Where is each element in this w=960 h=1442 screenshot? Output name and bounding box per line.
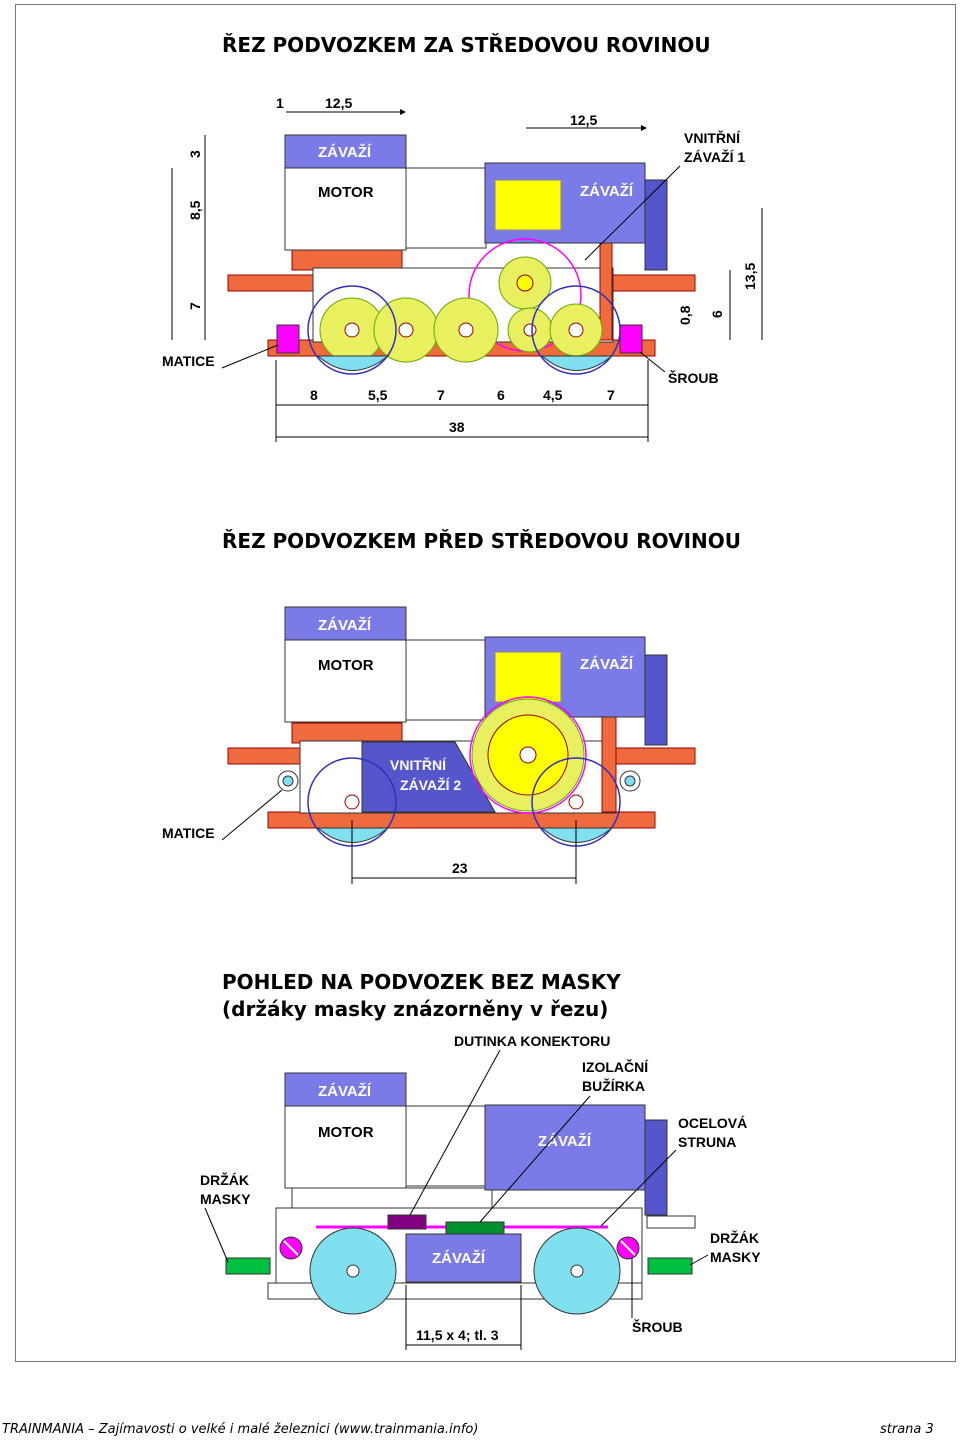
motor-mount bbox=[292, 250, 402, 270]
gear-hub bbox=[345, 323, 359, 337]
weight-right-label: ZÁVAŽÍ bbox=[580, 656, 634, 673]
axle bbox=[347, 1265, 359, 1277]
holder-left-label-2: MASKY bbox=[200, 1191, 251, 1207]
motor-block bbox=[285, 1106, 406, 1188]
motor-label: MOTOR bbox=[318, 184, 374, 201]
axle bbox=[569, 795, 583, 809]
motor-shaft-housing bbox=[406, 640, 486, 720]
motor-base bbox=[292, 1188, 492, 1208]
weight-bottom-label: ZÁVAŽÍ bbox=[432, 1250, 486, 1267]
weight-right-label: ZÁVAŽÍ bbox=[538, 1133, 592, 1150]
section-2 bbox=[162, 529, 741, 884]
section-1-title: ŘEZ PODVOZKEM ZA STŘEDOVOU ROVINOU bbox=[222, 33, 711, 57]
dim-bottom: 8 bbox=[310, 387, 318, 403]
wheel-bottom bbox=[542, 828, 612, 843]
weight-label: ZÁVAŽÍ bbox=[318, 144, 372, 161]
holder-right-label-2: MASKY bbox=[710, 1249, 761, 1265]
frame-post bbox=[602, 712, 616, 812]
weight-label: ZÁVAŽÍ bbox=[318, 1083, 372, 1100]
frame-base bbox=[268, 812, 655, 828]
dim-right: 6 bbox=[709, 310, 725, 318]
gear-hub bbox=[524, 324, 536, 336]
screw-label: ŠROUB bbox=[668, 370, 719, 386]
motor-mount bbox=[292, 723, 402, 743]
motor-shaft-housing bbox=[406, 168, 486, 248]
nut-core bbox=[625, 776, 635, 786]
inner-weight-label-1: VNITŘNÍ bbox=[390, 757, 446, 773]
dim-bottom: 6 bbox=[497, 387, 505, 403]
nut-label: MATICE bbox=[162, 353, 215, 369]
wheel-bottom bbox=[318, 828, 388, 843]
section-3-subtitle: (držáky masky znázorněny v řezu) bbox=[222, 997, 609, 1021]
dim-top: 12,5 bbox=[570, 112, 598, 128]
footer-page: strana 3 bbox=[880, 1422, 934, 1437]
nut-core bbox=[283, 776, 293, 786]
gear-hub bbox=[517, 275, 533, 291]
insulation-tube bbox=[446, 1222, 504, 1234]
nut-label: MATICE bbox=[162, 825, 215, 841]
motor-label: MOTOR bbox=[318, 1124, 374, 1141]
motor-label: MOTOR bbox=[318, 657, 374, 674]
nut bbox=[277, 325, 299, 353]
worm-gear bbox=[495, 180, 561, 230]
wheel-bottom bbox=[318, 356, 388, 371]
weight-right-label: ZÁVAŽÍ bbox=[580, 183, 634, 200]
dim-bottom: 7 bbox=[437, 387, 445, 403]
axle bbox=[571, 1265, 583, 1277]
mask-holder bbox=[648, 1258, 692, 1274]
leader-line bbox=[205, 1208, 228, 1262]
dim-right: 13,5 bbox=[742, 262, 758, 290]
weight-right-ear bbox=[645, 180, 667, 270]
insulation-label-2: BUŽÍRKA bbox=[582, 1078, 645, 1094]
dim-left: 7 bbox=[187, 302, 203, 310]
nut bbox=[620, 325, 642, 353]
holder-left-label-1: DRŽÁK bbox=[200, 1172, 249, 1188]
dim-total: 38 bbox=[449, 419, 465, 435]
weight-right-ear bbox=[645, 1120, 667, 1215]
connector-label: DUTINKA KONEKTORU bbox=[454, 1033, 611, 1049]
connector-socket bbox=[388, 1215, 426, 1229]
motor-shaft-housing bbox=[406, 1106, 486, 1186]
motor-block bbox=[285, 168, 406, 250]
worm-gear bbox=[495, 652, 561, 702]
screw-label: ŠROUB bbox=[632, 1319, 683, 1335]
steel-label-2: STRUNA bbox=[678, 1134, 737, 1150]
dim-bottom: 7 bbox=[607, 387, 615, 403]
dim-bottom: 5,5 bbox=[368, 387, 388, 403]
gear-hub bbox=[520, 747, 536, 763]
mask-holder bbox=[226, 1258, 270, 1274]
footer-left: TRAINMANIA – Zajímavosti o velké i malé železnici (www.trainmania.info) bbox=[2, 1422, 479, 1437]
insulation-label-1: IZOLAČNÍ bbox=[582, 1059, 649, 1075]
weight-right-ear bbox=[645, 655, 667, 745]
weight-label: ZÁVAŽÍ bbox=[318, 617, 372, 634]
gear-hub bbox=[399, 323, 413, 337]
motor-block bbox=[285, 640, 406, 722]
dim-top: 1 bbox=[276, 95, 284, 111]
axle bbox=[345, 795, 359, 809]
section-3-title: POHLED NA PODVOZEK BEZ MASKY bbox=[222, 970, 621, 994]
dim-top: 12,5 bbox=[325, 95, 353, 111]
dim-right: 0,8 bbox=[677, 305, 693, 325]
inner-weight-label-1: VNITŘNÍ bbox=[684, 130, 740, 146]
gear-hub bbox=[569, 323, 583, 337]
dim-left: 3 bbox=[187, 150, 203, 158]
section-1 bbox=[162, 33, 762, 442]
section-2-title: ŘEZ PODVOZKEM PŘED STŘEDOVOU ROVINOU bbox=[222, 529, 742, 553]
dim-weight: 11,5 x 4; tl. 3 bbox=[416, 1327, 499, 1343]
steel-label-1: OCELOVÁ bbox=[678, 1115, 748, 1131]
inner-weight-label-2: ZÁVAŽÍ 2 bbox=[400, 777, 462, 793]
section-3 bbox=[200, 970, 761, 1350]
gear-hub bbox=[459, 323, 473, 337]
dim-left: 8,5 bbox=[187, 200, 203, 220]
dim-wheelbase: 23 bbox=[452, 860, 468, 876]
leader-line bbox=[690, 1255, 708, 1265]
holder-right-label-1: DRŽÁK bbox=[710, 1230, 759, 1246]
inner-weight-label-2: ZÁVAŽÍ 1 bbox=[684, 149, 746, 165]
chassis-arm bbox=[647, 1216, 695, 1228]
wheel-bottom bbox=[542, 356, 612, 371]
dim-bottom: 4,5 bbox=[543, 387, 563, 403]
